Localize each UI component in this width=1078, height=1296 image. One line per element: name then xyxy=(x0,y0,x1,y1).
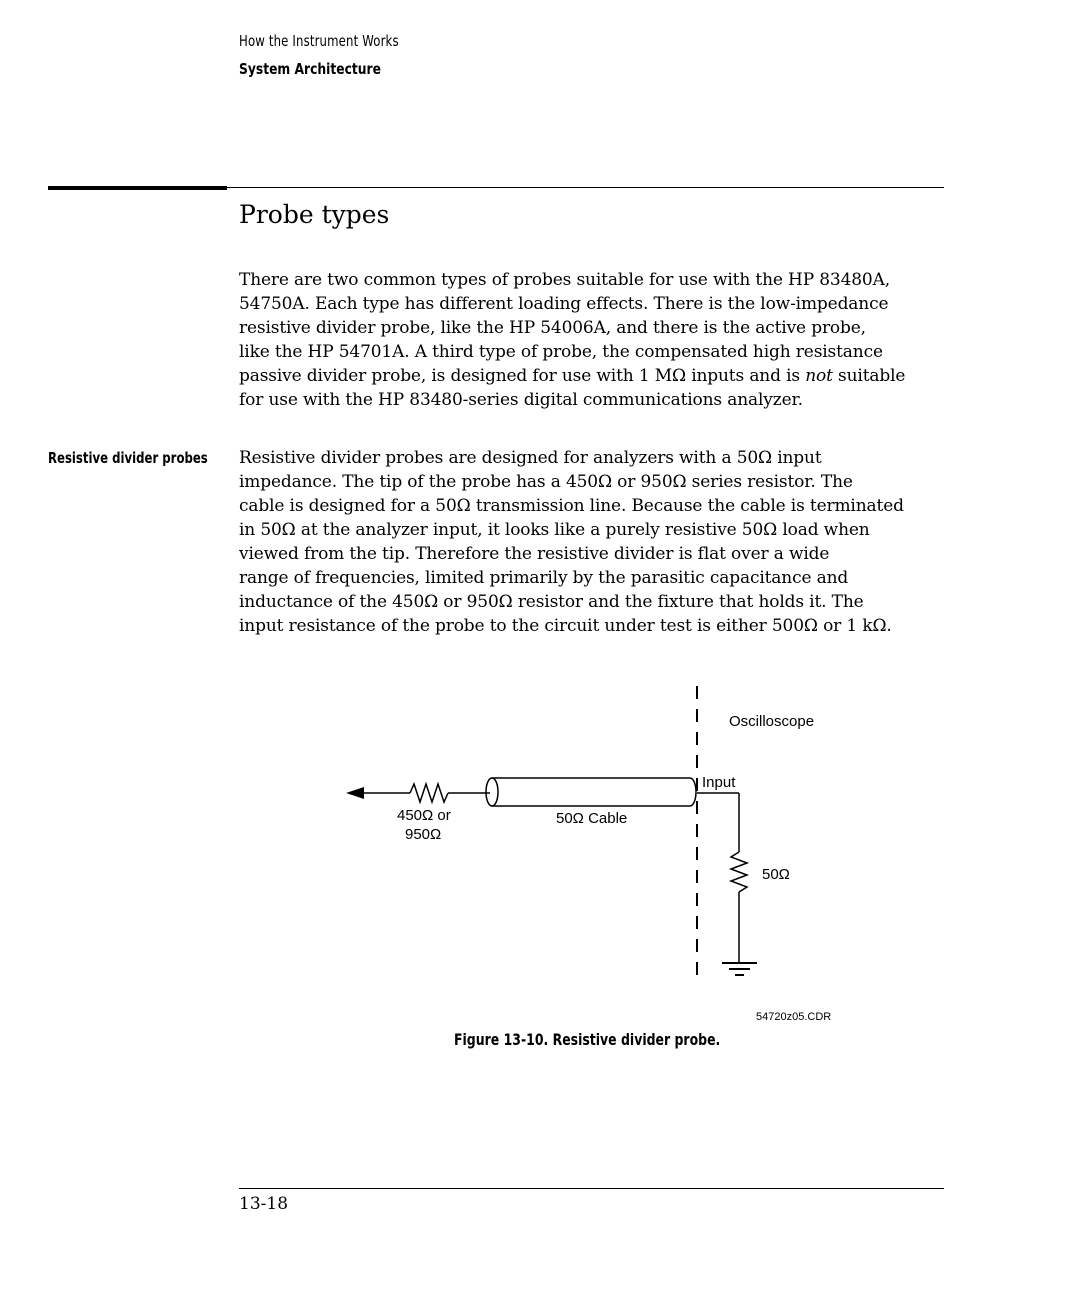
figure-caption: Figure 13-10. Resistive divider probe. xyxy=(454,1030,721,1049)
paragraph-line: range of frequencies, limited primarily by the parasitic capacitance and xyxy=(239,568,849,588)
paragraph-line: viewed from the tip. Therefore the resistive divider is flat over a wide xyxy=(239,544,830,564)
paragraph-line: resistive divider probe, like the HP 54006A, and there is the active probe, xyxy=(239,318,866,338)
oscilloscope-label: Oscilloscope xyxy=(729,713,815,730)
section-rule-thick xyxy=(48,186,227,190)
paragraph-line: impedance. The tip of the probe has a 450Ω or 950Ω series resistor. The xyxy=(239,472,853,492)
paragraph-line: in 50Ω at the analyzer input, it looks like a purely resistive 50Ω load when xyxy=(239,520,870,540)
paragraph-line: There are two common types of probes suitable for use with the HP 83480A, xyxy=(239,270,890,290)
resistive-divider-diagram xyxy=(0,680,1078,1030)
line-text: suitable xyxy=(832,366,906,386)
tip-resistor-label-line1: 450Ω or xyxy=(397,807,451,824)
section-rule-thin xyxy=(227,187,944,188)
resistive-paragraph xyxy=(239,446,959,638)
emphasis-not: not xyxy=(805,366,833,386)
tip-resistor-label-line2: 950Ω xyxy=(405,826,442,843)
load-resistor xyxy=(731,852,747,892)
figure-file-label: 54720z05.CDR xyxy=(756,1011,832,1023)
cable-label: 50Ω Cable xyxy=(556,810,628,827)
sidehead-resistive-divider: Resistive divider probes xyxy=(48,449,208,467)
page-number: 13-18 xyxy=(239,1194,289,1214)
paragraph-line: Resistive divider probes are designed for analyzers with a 50Ω input xyxy=(239,448,822,468)
intro-paragraph xyxy=(239,268,959,412)
paragraph-line: 54750A. Each type has different loading effects. There is the low-impedance xyxy=(239,294,889,314)
load-resistor-label: 50Ω xyxy=(762,866,790,883)
paragraph-line: input resistance of the probe to the circuit under test is either 500Ω or 1 kΩ. xyxy=(239,616,892,636)
paragraph-line xyxy=(239,364,959,388)
paragraph-line: like the HP 54701A. A third type of probe, the compensated high resistance xyxy=(239,342,883,362)
tip-resistor xyxy=(410,784,448,802)
paragraph-line: for use with the HP 83480-series digital communications analyzer. xyxy=(239,390,803,410)
footer-rule xyxy=(239,1188,944,1189)
cable-end-left xyxy=(486,778,498,806)
paragraph-line: inductance of the 450Ω or 950Ω resistor and the fixture that holds it. The xyxy=(239,592,864,612)
running-header-section: System Architecture xyxy=(239,60,381,78)
input-label: Input xyxy=(702,774,736,791)
section-title: Probe types xyxy=(239,200,390,229)
line-text: passive divider probe, is designed for use with 1 MΩ inputs and is xyxy=(239,366,806,386)
running-header-chapter: How the Instrument Works xyxy=(239,32,399,50)
paragraph-line: cable is designed for a 50Ω transmission line. Because the cable is terminated xyxy=(239,496,904,516)
cable-end-right xyxy=(690,778,696,806)
